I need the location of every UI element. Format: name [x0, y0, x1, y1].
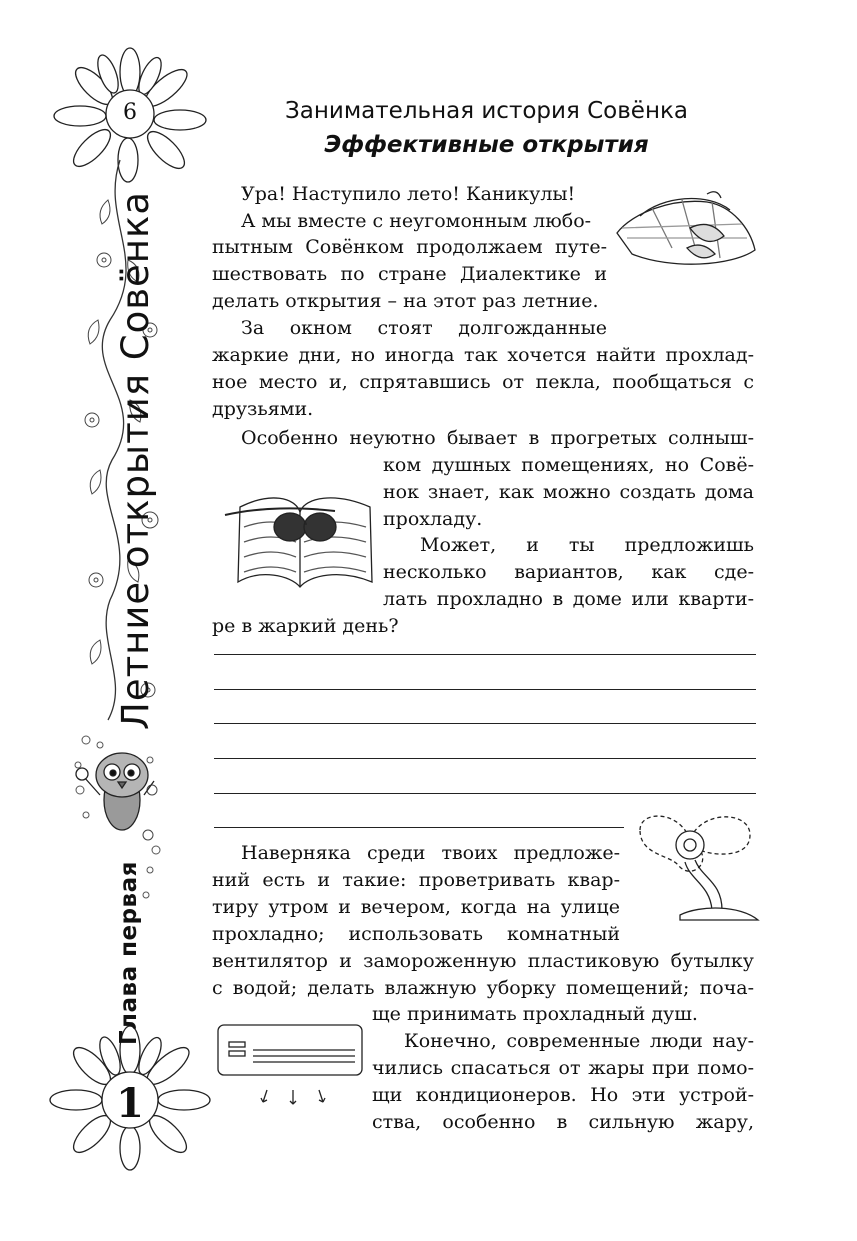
text-line-1: Ура! Наступило лето! Каникулы!	[241, 183, 576, 205]
text-line-4: шествовать по стране Диалектике и	[212, 263, 607, 285]
text-line-9: друзьями.	[212, 398, 314, 420]
answer-line	[214, 654, 756, 655]
answer-line	[214, 793, 756, 794]
hat-illustration	[612, 188, 757, 283]
text-line-6: За окном стоят долгожданные	[241, 317, 607, 339]
page-number: 6	[123, 100, 137, 125]
text-line-28: ства, особенно в сильную жару,	[372, 1111, 754, 1133]
text-line-18: Наверняка среди твоих предложе-	[241, 842, 620, 864]
text-line-26: чились спасаться от жары при помо-	[372, 1057, 754, 1079]
text-line-23: с водой; делать влажную уборку помещений; поча-	[212, 977, 754, 999]
text-line-13: прохладу.	[383, 508, 483, 530]
book-glasses-illustration	[220, 487, 380, 592]
text-line-17: ре в жаркий день?	[212, 615, 399, 637]
chapter-label-vertical	[106, 855, 156, 1045]
text-line-19: ний есть и такие: проветривать квар-	[212, 869, 620, 891]
text-line-24: ще принимать прохладный душ.	[372, 1003, 698, 1025]
answer-line	[214, 689, 756, 690]
text-line-14: Может, и ты предложишь	[420, 534, 754, 556]
text-line-2: А мы вместе с неугомонным любо-	[241, 210, 592, 232]
section-title-vertical	[104, 160, 164, 730]
section-title-text: Летние открытия Совёнка	[114, 190, 157, 730]
owl-illustration	[76, 753, 154, 830]
text-line-10: Особенно неуютно бывает в прогретых солныш-	[241, 427, 754, 449]
text-line-12: нок знает, как можно создать дома	[383, 481, 754, 503]
text-line-5: делать открытия – на этот раз летние.	[212, 290, 599, 312]
fan-illustration	[630, 810, 760, 925]
text-line-27: щи кондиционеров. Но эти устрой-	[372, 1084, 754, 1106]
chapter-number: 1	[116, 1080, 144, 1127]
text-line-25: Конечно, современные люди нау-	[404, 1030, 754, 1052]
sidebar-decoration	[0, 0, 200, 1241]
text-line-7: жаркие дни, но иногда так хочется найти прохлад-	[212, 344, 754, 366]
text-line-20: тиру утром и вечером, когда на улице	[212, 896, 620, 918]
text-line-8: ное место и, спрятавшись от пекла, пообщаться с	[212, 371, 754, 393]
sidebar	[0, 0, 200, 1241]
answer-line	[214, 723, 756, 724]
answer-line	[214, 827, 624, 828]
text-line-15: несколько вариантов, как сде-	[383, 561, 754, 583]
air-conditioner-illustration	[215, 1022, 365, 1112]
page-subtitle: Эффективные открытия	[324, 132, 649, 158]
answer-line	[214, 758, 756, 759]
page-title: Занимательная история Совёнка	[285, 98, 688, 124]
text-line-16: лать прохладно в доме или кварти-	[383, 588, 754, 610]
text-line-11: ком душных помещениях, но Совё-	[383, 454, 754, 476]
chapter-label-text: Глава первая	[116, 861, 142, 1045]
text-line-3: пытным Совёнком продолжаем путе-	[212, 236, 607, 258]
text-line-22: вентилятор и замороженную пластиковую бутылку	[212, 950, 754, 972]
text-line-21: прохладно; использовать комнатный	[212, 923, 620, 945]
